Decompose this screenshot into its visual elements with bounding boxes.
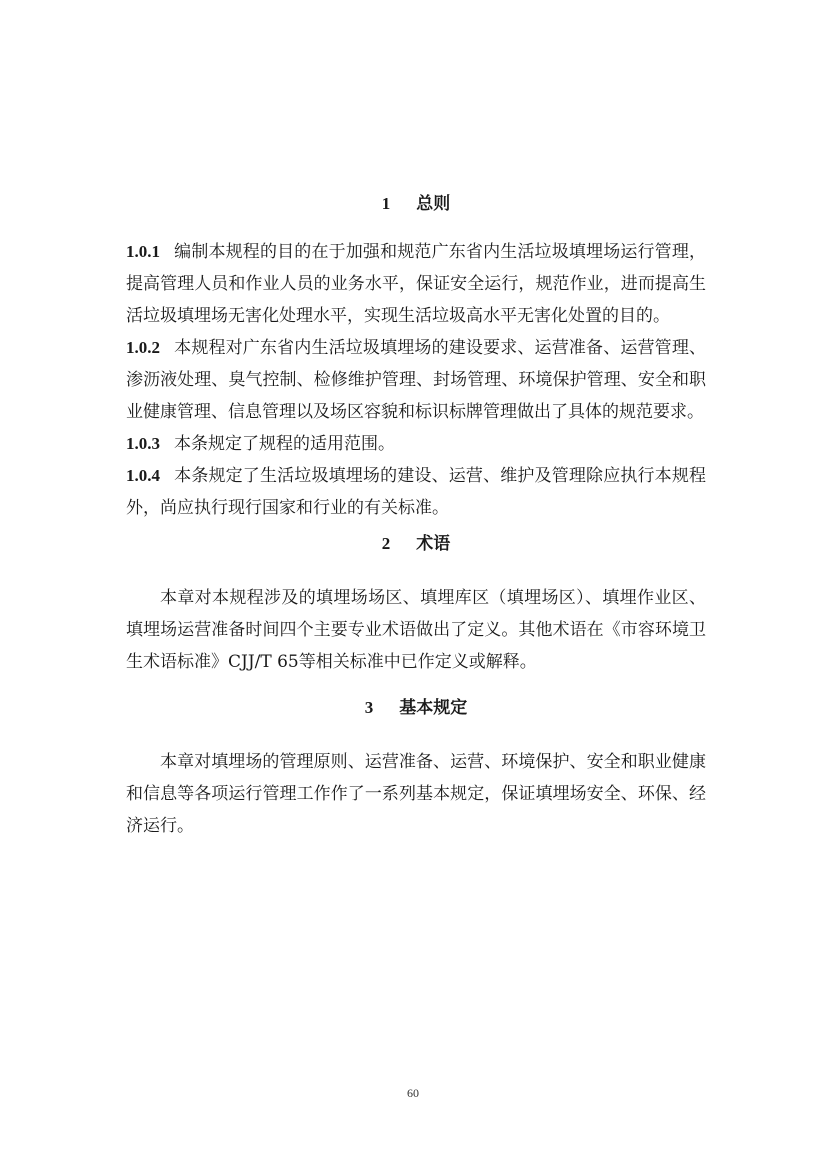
- clause-text: 编制本规程的目的在于加强和规范广东省内生活垃圾填埋场运行管理，提高管理人员和作业人员的业务水平，保证安全运行，规范作业，进而提高生活垃圾填埋场无害化处理水平，实现生活垃圾高水平无害化处置的目的。: [126, 242, 706, 326]
- section-heading-3: [126, 694, 706, 722]
- section-title: 术语: [416, 534, 451, 554]
- clause-1-0-3: [126, 428, 706, 460]
- clause-text: 本规程对广东省内生活垃圾填埋场的建设要求、运营准备、运营管理、渗沥液处理、臭气控制、检修维护管理、封场管理、环境保护管理、安全和职业健康管理、信息管理以及场区容貌和标识标牌管理做出了具体的规范要求。: [126, 338, 706, 422]
- section-heading-2: [126, 530, 706, 558]
- clause-text: 本条规定了生活垃圾填埋场的建设、运营、维护及管理除应执行本规程外，尚应执行现行国家和行业的有关标准。: [126, 466, 706, 518]
- section-title: 基本规定: [399, 698, 468, 718]
- clause-number: 1.0.4: [126, 466, 160, 485]
- page-number: 60: [407, 1086, 419, 1100]
- clause-number: 1.0.3: [126, 434, 160, 453]
- clause-number: 1.0.2: [126, 338, 160, 357]
- section-2-paragraph: 本章对本规程涉及的填埋场场区、填埋库区（填埋场区）、填埋作业区、填埋场运营准备时间四个主要专业术语做出了定义。其他术语在《市容环境卫生术语标准》CJJ/T 65等相关标准中已作定义或解释。: [126, 588, 706, 672]
- section-title: 总则: [416, 194, 451, 214]
- section-number: 1: [381, 194, 391, 213]
- clause-1-0-2: [126, 332, 706, 428]
- page-content: [126, 190, 706, 842]
- section-number: 2: [381, 534, 391, 553]
- clause-1-0-4: [126, 460, 706, 524]
- clause-1-0-1: [126, 236, 706, 332]
- section-heading-1: [126, 190, 706, 218]
- clause-text: 本条规定了规程的适用范围。: [174, 434, 395, 454]
- section-3-paragraph: 本章对填埋场的管理原则、运营准备、运营、环境保护、安全和职业健康和信息等各项运行管理工作作了一系列基本规定，保证填埋场安全、环保、经济运行。: [126, 752, 706, 836]
- clause-number: 1.0.1: [126, 242, 160, 261]
- section-number: 3: [364, 698, 374, 717]
